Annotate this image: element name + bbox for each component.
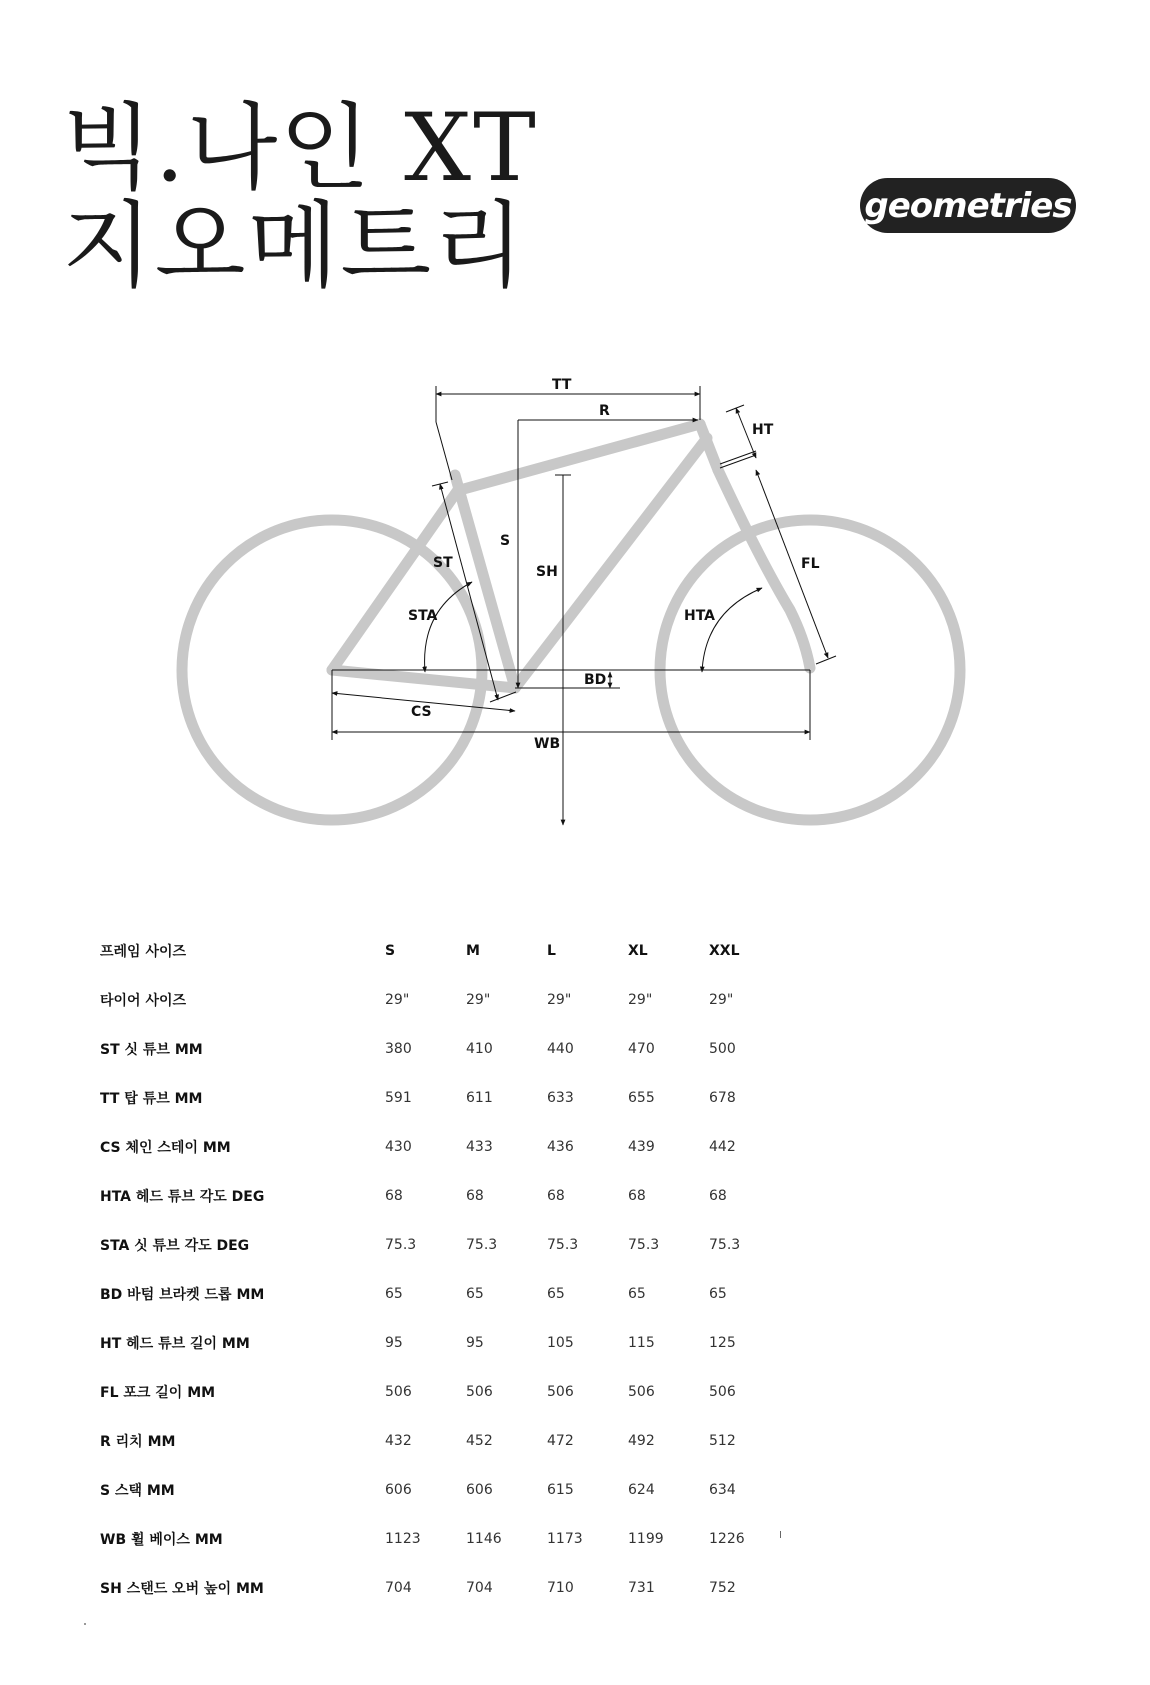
- table-cell: 1173: [547, 1530, 583, 1547]
- bike-frame: [332, 424, 810, 688]
- table-cell: 611: [466, 1089, 493, 1106]
- table-cell: 655: [628, 1089, 655, 1106]
- table-cell: 470: [628, 1040, 655, 1057]
- row-label: 프레임 사이즈: [100, 943, 187, 960]
- label-bd: BD: [584, 672, 607, 688]
- page-speck: [84, 1623, 86, 1625]
- table-cell: 65: [628, 1285, 646, 1302]
- table-cell: 1226: [709, 1530, 745, 1547]
- table-cell: 433: [466, 1138, 493, 1155]
- table-cell: 710: [547, 1579, 574, 1596]
- size-header: XXL: [709, 942, 740, 959]
- table-cell: 75.3: [628, 1236, 660, 1253]
- table-cell: 506: [466, 1383, 493, 1400]
- table-cell: 75.3: [466, 1236, 498, 1253]
- size-header: L: [547, 942, 556, 959]
- table-row: [100, 1269, 790, 1318]
- geometry-table: [100, 926, 790, 1612]
- row-label: BD 바텀 브라켓 드롭 MM: [100, 1286, 265, 1303]
- label-sh: SH: [536, 564, 558, 580]
- table-cell: 65: [709, 1285, 727, 1302]
- table-cell: 432: [385, 1432, 412, 1449]
- table-cell: 506: [385, 1383, 412, 1400]
- label-sta: STA: [408, 608, 438, 624]
- table-cell: 68: [709, 1187, 727, 1204]
- row-label: 타이어 사이즈: [100, 992, 187, 1009]
- table-row: [100, 1220, 790, 1269]
- row-label: S 스택 MM: [100, 1482, 175, 1499]
- table-cell: 606: [466, 1481, 493, 1498]
- size-header: S: [385, 942, 396, 959]
- size-header: M: [466, 942, 480, 959]
- table-cell: 430: [385, 1138, 412, 1155]
- table-cell: 440: [547, 1040, 574, 1057]
- row-label: TT 탑 튜브 MM: [100, 1090, 203, 1107]
- table-cell: 75.3: [547, 1236, 579, 1253]
- table-cell: 1199: [628, 1530, 664, 1547]
- table-cell: 704: [466, 1579, 493, 1596]
- table-row: [100, 1465, 790, 1514]
- row-label: FL 포크 길이 MM: [100, 1384, 216, 1401]
- label-st: ST: [433, 555, 453, 571]
- table-cell: 506: [628, 1383, 655, 1400]
- table-row: [100, 1318, 790, 1367]
- table-cell: 452: [466, 1432, 493, 1449]
- row-label: STA 싯 튜브 각도 DEG: [100, 1237, 250, 1254]
- table-row: [100, 1563, 790, 1612]
- table-row: [100, 1122, 790, 1171]
- table-cell: 68: [385, 1187, 403, 1204]
- table-cell: 115: [628, 1334, 655, 1351]
- table-cell: 506: [547, 1383, 574, 1400]
- table-cell: 410: [466, 1040, 493, 1057]
- table-cell: 442: [709, 1138, 736, 1155]
- label-wb: WB: [534, 736, 561, 752]
- table-cell: 75.3: [709, 1236, 741, 1253]
- table-cell: 65: [466, 1285, 484, 1302]
- table-cell: 68: [466, 1187, 484, 1204]
- table-row: [100, 1367, 790, 1416]
- row-label: HT 헤드 튜브 길이 MM: [100, 1335, 250, 1352]
- table-cell: 606: [385, 1481, 412, 1498]
- title-line-2: 지오메트리: [62, 192, 527, 301]
- label-cs: CS: [411, 704, 432, 720]
- table-row: [100, 975, 790, 1024]
- row-label: R 리치 MM: [100, 1433, 176, 1450]
- table-cell: 95: [466, 1334, 484, 1351]
- table-cell: 29": [385, 991, 410, 1008]
- table-cell: 624: [628, 1481, 655, 1498]
- table-cell: 29": [628, 991, 653, 1008]
- table-cell: 500: [709, 1040, 736, 1057]
- label-hta: HTA: [684, 608, 716, 624]
- table-row: [100, 1416, 790, 1465]
- label-fl: FL: [801, 556, 820, 572]
- row-label: HTA 헤드 튜브 각도 DEG: [100, 1188, 265, 1205]
- table-cell: 634: [709, 1481, 736, 1498]
- table-cell: 506: [709, 1383, 736, 1400]
- label-s: S: [500, 533, 511, 549]
- page-mark: [780, 1531, 781, 1538]
- table-cell: 29": [709, 991, 734, 1008]
- table-cell: 591: [385, 1089, 412, 1106]
- size-header: XL: [628, 942, 648, 959]
- table-cell: 1146: [466, 1530, 502, 1547]
- table-cell: 65: [547, 1285, 565, 1302]
- table-cell: 95: [385, 1334, 403, 1351]
- label-r: R: [599, 403, 610, 419]
- title-line-1: 빅.나인 XT: [62, 94, 538, 203]
- table-cell: 704: [385, 1579, 412, 1596]
- table-cell: 105: [547, 1334, 574, 1351]
- row-label: WB 휠 베이스 MM: [100, 1531, 223, 1548]
- table-header-row: [100, 926, 790, 975]
- table-row: [100, 1514, 790, 1563]
- row-label: SH 스탠드 오버 높이 MM: [100, 1580, 264, 1597]
- table-cell: 472: [547, 1432, 574, 1449]
- table-cell: 125: [709, 1334, 736, 1351]
- label-ht: HT: [752, 422, 774, 438]
- geometries-badge: geometries: [860, 178, 1076, 233]
- table-cell: 29": [466, 991, 491, 1008]
- table-row: [100, 1073, 790, 1122]
- table-row: [100, 1171, 790, 1220]
- table-cell: 75.3: [385, 1236, 417, 1253]
- table-cell: 65: [385, 1285, 403, 1302]
- table-cell: 615: [547, 1481, 574, 1498]
- table-cell: 633: [547, 1089, 574, 1106]
- table-cell: 731: [628, 1579, 655, 1596]
- table-cell: 492: [628, 1432, 655, 1449]
- row-label: ST 싯 튜브 MM: [100, 1041, 203, 1058]
- table-cell: 68: [547, 1187, 565, 1204]
- table-cell: 436: [547, 1138, 574, 1155]
- table-cell: 678: [709, 1089, 736, 1106]
- table-cell: 68: [628, 1187, 646, 1204]
- table-cell: 29": [547, 991, 572, 1008]
- table-cell: 1123: [385, 1530, 421, 1547]
- table-cell: 439: [628, 1138, 655, 1155]
- label-tt: TT: [552, 377, 572, 393]
- table-cell: 512: [709, 1432, 736, 1449]
- geometry-rows: [100, 975, 790, 1612]
- table-row: [100, 1024, 790, 1073]
- row-label: CS 체인 스테이 MM: [100, 1139, 231, 1156]
- table-cell: 752: [709, 1579, 736, 1596]
- table-cell: 380: [385, 1040, 412, 1057]
